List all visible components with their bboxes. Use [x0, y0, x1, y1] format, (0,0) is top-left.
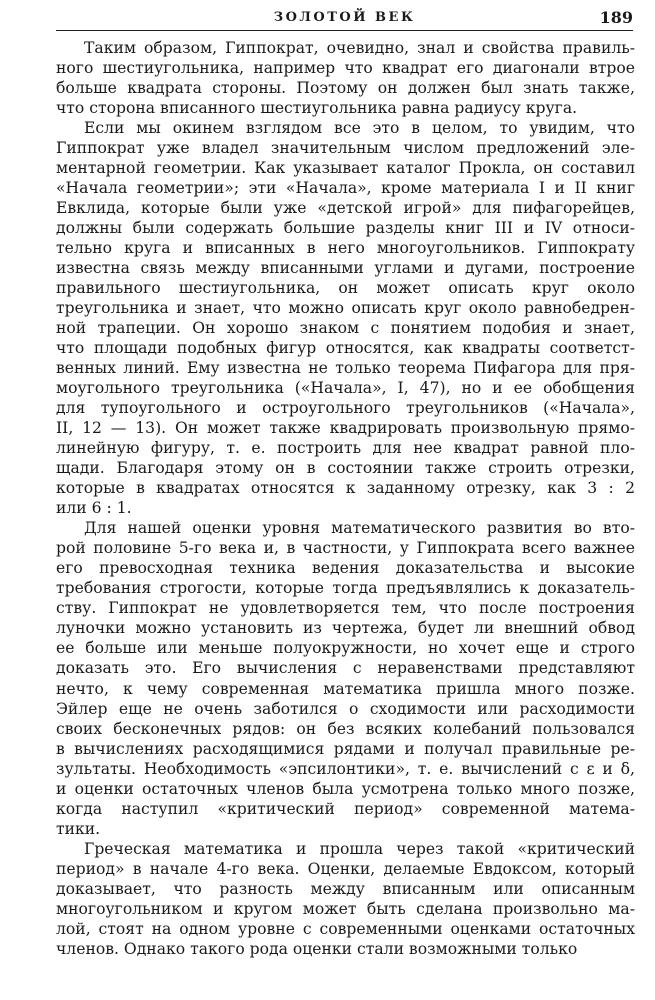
text-line: ментарной геометрии. Как указывает каталог Прокла, он составил: [56, 159, 635, 178]
text-line: Таким образом, Гиппократ, очевидно, знал и свойства правиль-: [84, 39, 635, 57]
text-line: лой, стоят на одном уровне с современными оценками остаточных: [56, 919, 635, 938]
text-line: зультаты. Необходимость «эпсилонтики», т. е. вычислений с ε и δ,: [56, 759, 635, 778]
text-line: ной трапеции. Он хорошо знаком с понятием подобия и знает,: [56, 319, 635, 338]
text-line: больше квадрата стороны. Поэтому он должен был знать также,: [56, 79, 635, 98]
text-line: известна связь между вписанными углами и дугами, построение: [56, 259, 635, 278]
text-line: Евклида, которые были уже «детской игрой» для пифагорейцев,: [56, 199, 635, 218]
page-header: [56, 4, 633, 31]
text-line: щади. Благодаря этому он в состоянии также строить отрезки,: [56, 459, 635, 478]
paragraph: [56, 839, 635, 959]
text-line: своих бесконечных рядов: он без всяких колебаний пользовался: [56, 719, 635, 738]
text-line: тельно круга и вписанных в него многоугольников. Гиппократу: [56, 239, 635, 258]
text-line: его превосходная техника ведения доказательства и высокие: [56, 559, 635, 578]
text-line: Эйлер еще не очень заботился о сходимости или расходимости: [56, 699, 635, 718]
text-line: доказывает, что разность между вписанным или описанным: [56, 879, 635, 898]
page-number: 189: [599, 8, 633, 27]
text-line: когда наступил «критический период» современной матема-: [56, 799, 635, 818]
text-line: что сторона вписанного шестиугольника равна радиусу круга.: [56, 99, 578, 118]
text-line: которые в квадратах относятся к заданному отрезку, как 3 : 2: [56, 479, 635, 498]
text-line: тики.: [56, 819, 101, 838]
text-line: Греческая математика и прошла через такой «критический: [84, 839, 635, 858]
text-line: ее больше или меньше полуокружности, но хочет еще и строго: [56, 639, 635, 658]
text-line: II, 12 — 13). Он может также квадрировать произвольную прямо-: [56, 419, 635, 438]
text-line: членов. Однако такого рода оценки стали возможными только: [56, 939, 578, 958]
text-line: ству. Гиппократ не удовлетворяется тем, что после построения: [56, 599, 635, 618]
text-line: что площади подобных фигур относятся, как квадраты соответст-: [56, 339, 635, 358]
text-line: и оценки остаточных членов была усмотрена только много позже,: [56, 779, 635, 798]
text-line: должны были содержать большие разделы книг III и IV относи-: [56, 219, 635, 238]
paragraph: [56, 38, 635, 118]
text-line: линейную фигуру, т. е. построить для нее квадрат равной пло-: [56, 439, 635, 458]
text-line: моугольного треугольника («Начала», I, 47), но и ее обобщения: [56, 379, 635, 398]
text-line: или 6 : 1.: [56, 499, 132, 518]
text-line: ного шестиугольника, например что квадрат его диагонали втрое: [56, 59, 635, 78]
paragraph: [56, 118, 635, 518]
running-title: ЗОЛОТОЙ ВЕК: [273, 10, 416, 25]
text-line: Если мы окинем взглядом все это в целом, то увидим, что: [84, 119, 635, 138]
text-line: Для нашей оценки уровня математического развития во вто-: [84, 519, 635, 538]
text-line: правильного шестиугольника, он может описать круг около: [56, 279, 635, 298]
text-line: период» в начале 4-го века. Оценки, делаемые Евдоксом, который: [56, 859, 635, 878]
text-line: для тупоугольного и остроугольного треугольников («Начала»,: [56, 399, 635, 418]
text-line: в вычислениях расходящимися рядами и получал правильные ре-: [56, 739, 635, 758]
text-line: нечто, к чему современная математика пришла много позже.: [56, 679, 635, 698]
text-line: Гиппократ уже владел значительным числом предложений эле-: [56, 139, 635, 158]
text-line: «Начала геометрии»; эти «Начала», кроме материала I и II книг: [56, 179, 635, 198]
text-line: луночки можно установить из чертежа, будет ли внешний обвод: [56, 619, 635, 638]
text-line: венных линий. Ему известна не только теорема Пифагора для пря-: [56, 359, 635, 378]
text-line: требования строгости, которые тогда предъявлялись к доказатель-: [56, 579, 635, 598]
paragraph: [56, 518, 635, 838]
text-line: доказать это. Его вычисления с неравенствами представляют: [56, 659, 635, 678]
text-line: треугольника и знает, что можно описать круг около равнобедрен-: [56, 299, 635, 318]
text-line: рой половине 5-го века и, в частности, у Гиппократа всего важнее: [56, 539, 635, 558]
page-body: [56, 38, 635, 959]
text-line: многоугольником и кругом может быть сделана произвольно ма-: [56, 899, 635, 918]
